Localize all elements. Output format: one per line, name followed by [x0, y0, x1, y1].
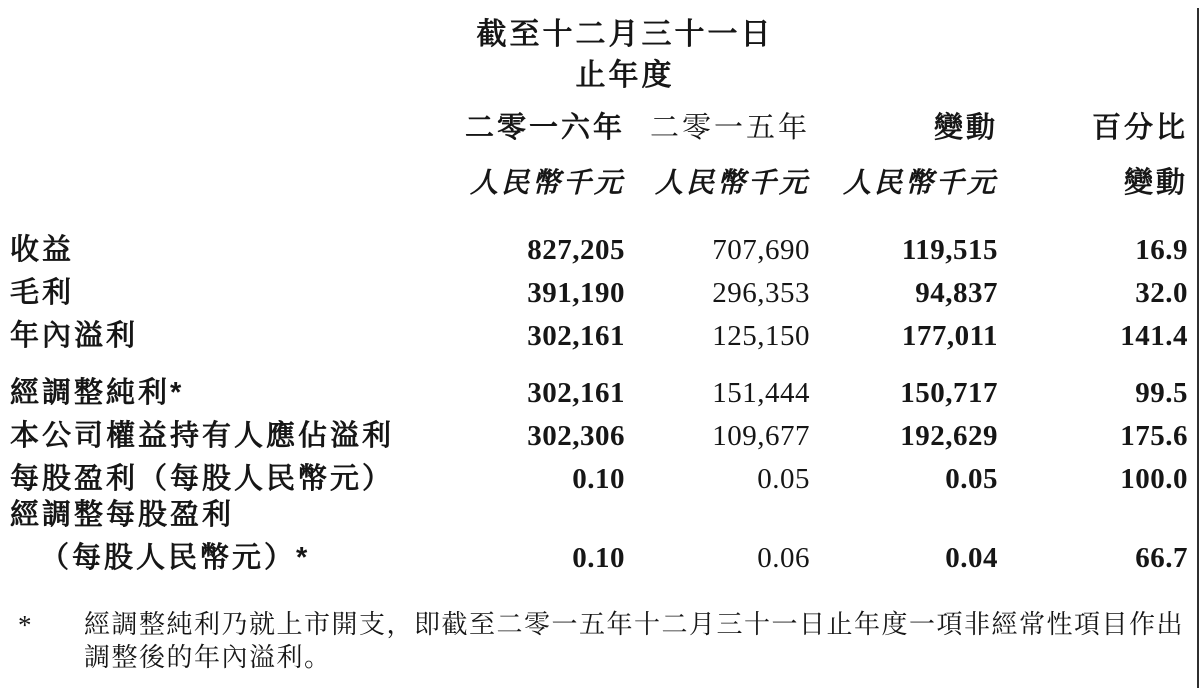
table-row-earnings-per-share [10, 456, 1188, 499]
financial-summary-table [10, 0, 1188, 578]
column-year-header-row [10, 100, 1188, 148]
value-2016: 302,306 [527, 419, 625, 452]
value-2015: 0.06 [757, 542, 810, 574]
unit-header-2015: 人民幣千元 [654, 167, 810, 199]
value-percentage: 66.7 [1135, 542, 1188, 574]
value-2015: 109,677 [712, 419, 810, 452]
value-percentage: 32.0 [1135, 276, 1188, 309]
row-label: （每股人民幣元）* [40, 542, 311, 574]
column-header-2016: 二零一六年 [464, 111, 625, 144]
table-row-adjusted-eps-label [10, 499, 1188, 535]
table-row-adjusted-eps-values [10, 535, 1188, 578]
value-2015: 296,353 [712, 276, 810, 309]
value-2016: 391,190 [527, 276, 625, 309]
value-2015: 0.05 [757, 462, 810, 495]
value-percentage: 141.4 [1120, 319, 1188, 352]
value-2015 [625, 499, 810, 535]
footnote-text: 經調整純利乃就上市開支，即截至二零一五年十二月三十一日止年度一項非經常性項目作出調整後的年內溢利。 [84, 610, 1185, 673]
value-percentage [998, 499, 1188, 535]
column-header-change: 變動 [933, 111, 998, 144]
value-change: 0.05 [945, 462, 998, 495]
value-change: 0.04 [945, 542, 998, 574]
row-label: 經調整每股盈利 [10, 499, 235, 531]
row-label: 收益 [10, 233, 75, 266]
table-row-gross-profit [10, 270, 1188, 313]
empty-cell [10, 100, 440, 148]
unit-header-2016: 人民幣千元 [469, 167, 625, 199]
column-header-2015: 二零一五年 [649, 111, 810, 144]
table-row-adjusted-net-profit [10, 356, 1188, 413]
column-header-percentage: 百分比 [1091, 111, 1188, 144]
value-2016 [440, 499, 625, 535]
empty-cell [10, 0, 440, 100]
period-header-line2: 止年度 [575, 59, 675, 92]
value-change: 94,837 [915, 276, 998, 309]
value-2016: 0.10 [572, 462, 625, 495]
row-label: 經調整純利* [10, 376, 185, 409]
empty-cell [998, 0, 1188, 100]
column-unit-header-row [10, 148, 1188, 203]
value-change: 192,629 [900, 419, 998, 452]
row-label: 年內溢利 [10, 319, 139, 352]
value-percentage: 99.5 [1135, 376, 1188, 409]
value-2015: 125,150 [712, 319, 810, 352]
row-label: 毛利 [10, 276, 75, 309]
table-row-revenue [10, 203, 1188, 270]
value-percentage: 16.9 [1135, 233, 1188, 266]
value-change [810, 499, 998, 535]
page-edge-line [1197, 8, 1199, 688]
row-label: 本公司權益持有人應佔溢利 [10, 419, 395, 452]
row-label: 每股盈利（每股人民幣元） [10, 462, 395, 495]
value-2016: 0.10 [572, 542, 625, 574]
empty-cell [810, 0, 998, 100]
table-row-profit-for-year [10, 313, 1188, 356]
footnote-asterisk-marker: * [18, 610, 32, 641]
value-2016: 302,161 [527, 319, 625, 352]
unit-header-percentage: 變動 [1123, 166, 1188, 199]
footnote [18, 608, 1204, 674]
empty-cell [10, 148, 440, 203]
value-2015: 707,690 [712, 233, 810, 266]
table-row-profit-attributable-to-equity-holders [10, 413, 1188, 456]
value-change: 150,717 [900, 376, 998, 409]
unit-header-change: 人民幣千元 [842, 167, 998, 199]
period-header-row [10, 0, 1188, 100]
value-percentage: 175.6 [1120, 419, 1188, 452]
period-header-line1: 截至十二月三十一日 [476, 18, 774, 51]
period-header [440, 0, 810, 100]
value-2016: 827,205 [527, 233, 625, 266]
value-2016: 302,161 [527, 376, 625, 409]
value-percentage: 100.0 [1120, 462, 1188, 495]
value-change: 119,515 [901, 233, 998, 266]
value-2015: 151,444 [712, 376, 810, 409]
value-change: 177,011 [901, 319, 998, 352]
